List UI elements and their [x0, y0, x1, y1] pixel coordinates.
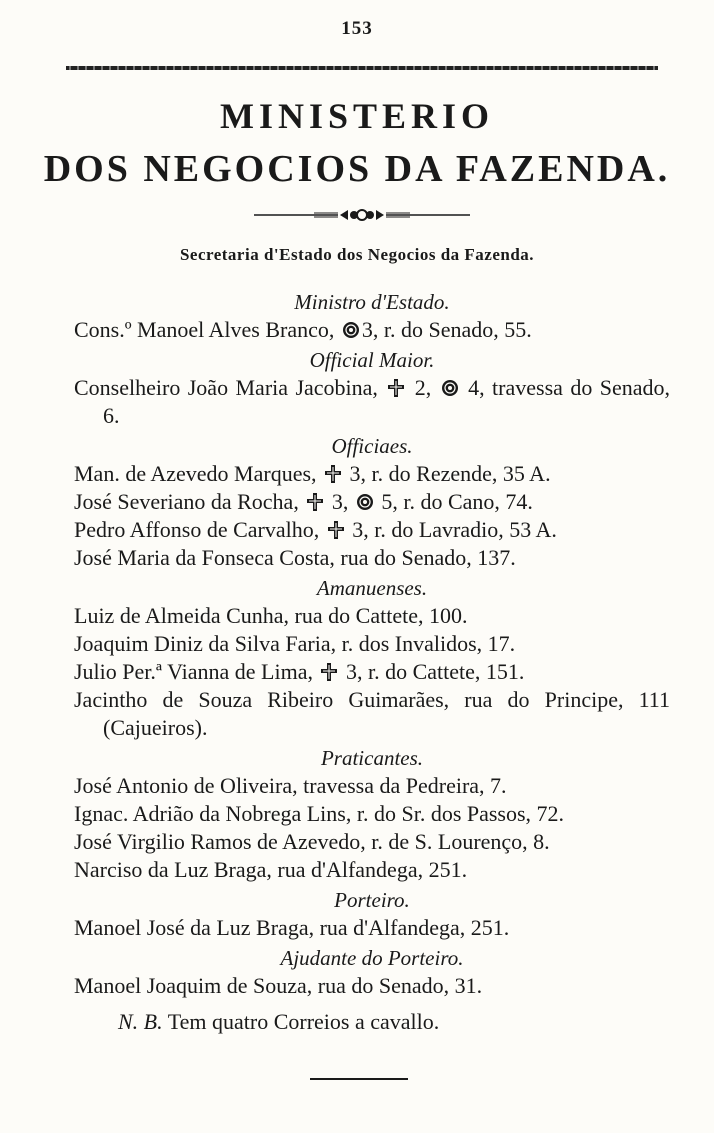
staff-entry [74, 972, 670, 1000]
page-number: 153 [341, 18, 373, 39]
staff-entry [74, 316, 670, 344]
directory-section [74, 288, 670, 344]
entry-text: Pedro Affonso de Carvalho, [74, 517, 325, 542]
order-rose-icon [356, 492, 374, 512]
section-heading: Porteiro. [334, 888, 410, 912]
order-rose-icon [342, 320, 360, 340]
note-text: Tem quatro Correios a cavallo. [162, 1009, 440, 1034]
section-heading: Officiaes. [331, 434, 413, 458]
entry-text: Luiz de Almeida Cunha, rua do Cattete, 100. [74, 603, 468, 628]
entry-text: Cons.º Manoel Alves Branco, [74, 317, 340, 342]
entry-text: José Maria da Fonseca Costa, rua do Senado, 137. [74, 545, 516, 570]
entry-text: José Antonio de Oliveira, travessa da Pedreira, 7. [74, 773, 507, 798]
entry-text: José Severiano da Rocha, [74, 489, 305, 514]
entry-text: José Virgilio Ramos de Azevedo, r. de S. Lourenço, 8. [74, 829, 550, 854]
staff-entry [74, 800, 670, 828]
entry-text: Man. de Azevedo Marques, [74, 461, 323, 486]
staff-entry [74, 602, 670, 630]
entry-text: Manoel José da Luz Braga, rua d'Alfandega, 251. [74, 915, 510, 940]
entry-text: 3, r. do Cattete, 151. [340, 659, 525, 684]
order-cross-icon [387, 378, 405, 398]
entry-text: Narciso da Luz Braga, rua d'Alfandega, 251. [74, 857, 468, 882]
ornament-divider [254, 209, 470, 221]
staff-entry [74, 856, 670, 884]
order-cross-icon [306, 492, 324, 512]
directory-section [74, 432, 670, 572]
entry-text: Ignac. Adrião da Nobrega Lins, r. do Sr. dos Passos, 72. [74, 801, 565, 826]
entry-text: Jacintho de Souza Ribeiro Guimarães, rua do Principe, 111 (Cajueiros). [74, 687, 670, 740]
staff-entry [74, 516, 670, 544]
entry-text: 4, travessa do Senado, 6. [103, 375, 671, 428]
staff-entry [74, 686, 670, 742]
ministry-title-line2: DOS NEGOCIOS DA FAZENDA. [43, 148, 671, 190]
section-heading: Praticantes. [320, 746, 424, 770]
section-heading: Ajudante do Porteiro. [280, 946, 464, 970]
entry-text: Conselheiro João Maria Jacobina, [74, 375, 386, 400]
staff-entry [74, 914, 670, 942]
directory-section [74, 346, 670, 430]
section-heading: Ministro d'Estado. [294, 290, 450, 314]
section-heading: Official Maior. [309, 348, 435, 372]
directory-section [74, 886, 670, 942]
staff-entry [74, 460, 670, 488]
order-rose-icon [441, 378, 459, 398]
staff-entry [74, 828, 670, 856]
entry-text: Julio Per.ª Vianna de Lima, [74, 659, 319, 684]
note-label: N. B. [118, 1009, 163, 1034]
top-rule [66, 66, 658, 70]
nota-bene [74, 1008, 670, 1036]
directory-section [74, 744, 670, 884]
ministry-title-line1: MINISTERIO [219, 96, 495, 136]
entry-text: 5, r. do Cano, 74. [375, 489, 533, 514]
entry-text: 3, [326, 489, 354, 514]
staff-entry [74, 374, 670, 430]
entry-text: 2, [407, 375, 439, 400]
directory-section [74, 944, 670, 1000]
staff-entry [74, 630, 670, 658]
entry-text: 3, r. do Senado, 55. [361, 317, 532, 342]
entry-text: 3, r. do Rezende, 35 A. [344, 461, 551, 486]
order-cross-icon [320, 662, 338, 682]
secretariat-subtitle: Secretaria d'Estado dos Negocios da Fazenda. [179, 245, 535, 264]
entry-text: 3, r. do Lavradio, 53 A. [346, 517, 557, 542]
staff-entry [74, 772, 670, 800]
staff-directory [74, 288, 670, 1036]
directory-section [74, 574, 670, 742]
entry-text: Joaquim Diniz da Silva Faria, r. dos Invalidos, 17. [74, 631, 516, 656]
staff-entry [74, 658, 670, 686]
order-cross-icon [327, 520, 345, 540]
section-heading: Amanuenses. [316, 576, 428, 600]
bottom-rule [310, 1078, 408, 1080]
entry-text: Manoel Joaquim de Souza, rua do Senado, 31. [74, 973, 483, 998]
staff-entry [74, 488, 670, 516]
order-cross-icon [324, 464, 342, 484]
staff-entry [74, 544, 670, 572]
